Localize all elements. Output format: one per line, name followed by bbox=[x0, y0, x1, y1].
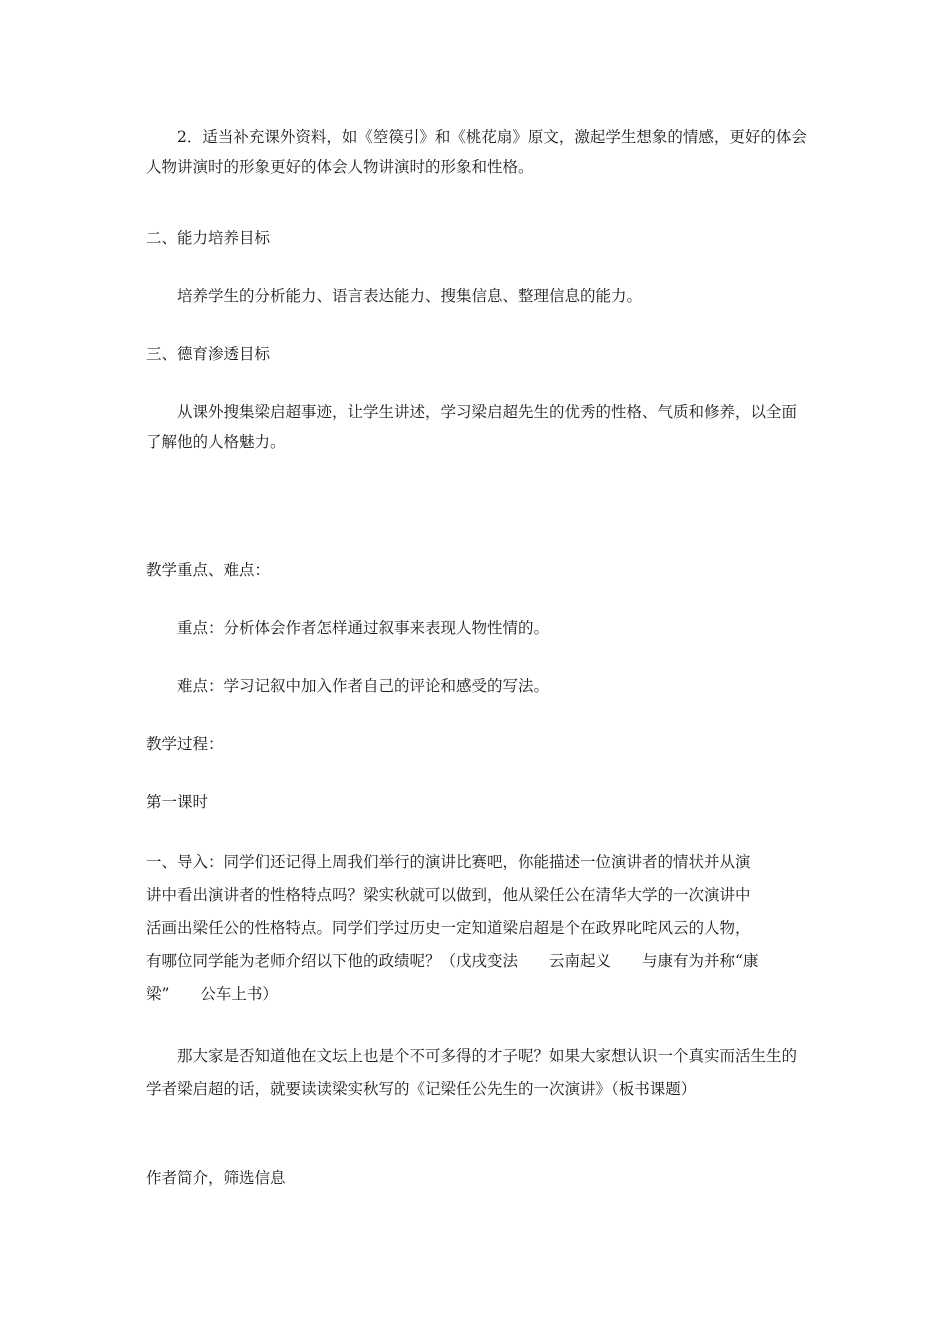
difficulty-point: 难点：学习记叙中加入作者自己的评论和感受的写法。 bbox=[177, 677, 550, 695]
intro-line: 一、导入：同学们还记得上周我们举行的演讲比赛吧，你能描述一位演讲者的情状并从演 bbox=[146, 853, 751, 871]
key-points-heading: 教学重点、难点： bbox=[146, 561, 271, 579]
ability-text: 培养学生的分析能力、语言表达能力、搜集信息、整理信息的能力。 bbox=[177, 287, 643, 305]
ability-heading: 二、能力培养目标 bbox=[146, 229, 271, 247]
process-heading: 教学过程： bbox=[146, 735, 224, 753]
intro-line: 活画出梁任公的性格特点。同学们学过历史一定知道梁启超是个在政界叱咤风云的人物， bbox=[146, 919, 751, 937]
focus-point: 重点：分析体会作者怎样通过叙事来表现人物性情的。 bbox=[177, 619, 550, 637]
intro-line: 梁” 公车上书） bbox=[146, 985, 278, 1003]
author-intro: 作者简介，筛选信息 bbox=[146, 1169, 286, 1187]
objective-item-2: 2．适当补充课外资料，如《箜篌引》和《桃花扇》原文，激起学生想象的情感，更好的体会人物讲演时的形象更好的体会人物讲演时的形象和性格。 bbox=[146, 128, 807, 176]
moral-text: 从课外搜集梁启超事迹，让学生讲述，学习梁启超先生的优秀的性格、气质和修养，以全面了解他的人格魅力。 bbox=[146, 403, 798, 451]
moral-heading: 三、德育渗透目标 bbox=[146, 345, 271, 363]
intro-line: 讲中看出演讲者的性格特点吗？梁实秋就可以做到，他从梁任公在清华大学的一次演讲中 bbox=[146, 886, 751, 904]
lesson-title: 第一课时 bbox=[146, 793, 209, 811]
scholar-paragraph: 那大家是否知道他在文坛上也是个不可多得的才子呢？如果大家想认识一个真实而活生生的学者梁启超的话，就要读读梁实秋写的《记梁任公先生的一次演讲》（板书课题） bbox=[146, 1047, 798, 1098]
intro-line: 有哪位同学能为老师介绍以下他的政绩呢？（戊戌变法 云南起义 与康有为并称“康 bbox=[146, 952, 759, 970]
intro-paragraph bbox=[146, 846, 810, 1011]
